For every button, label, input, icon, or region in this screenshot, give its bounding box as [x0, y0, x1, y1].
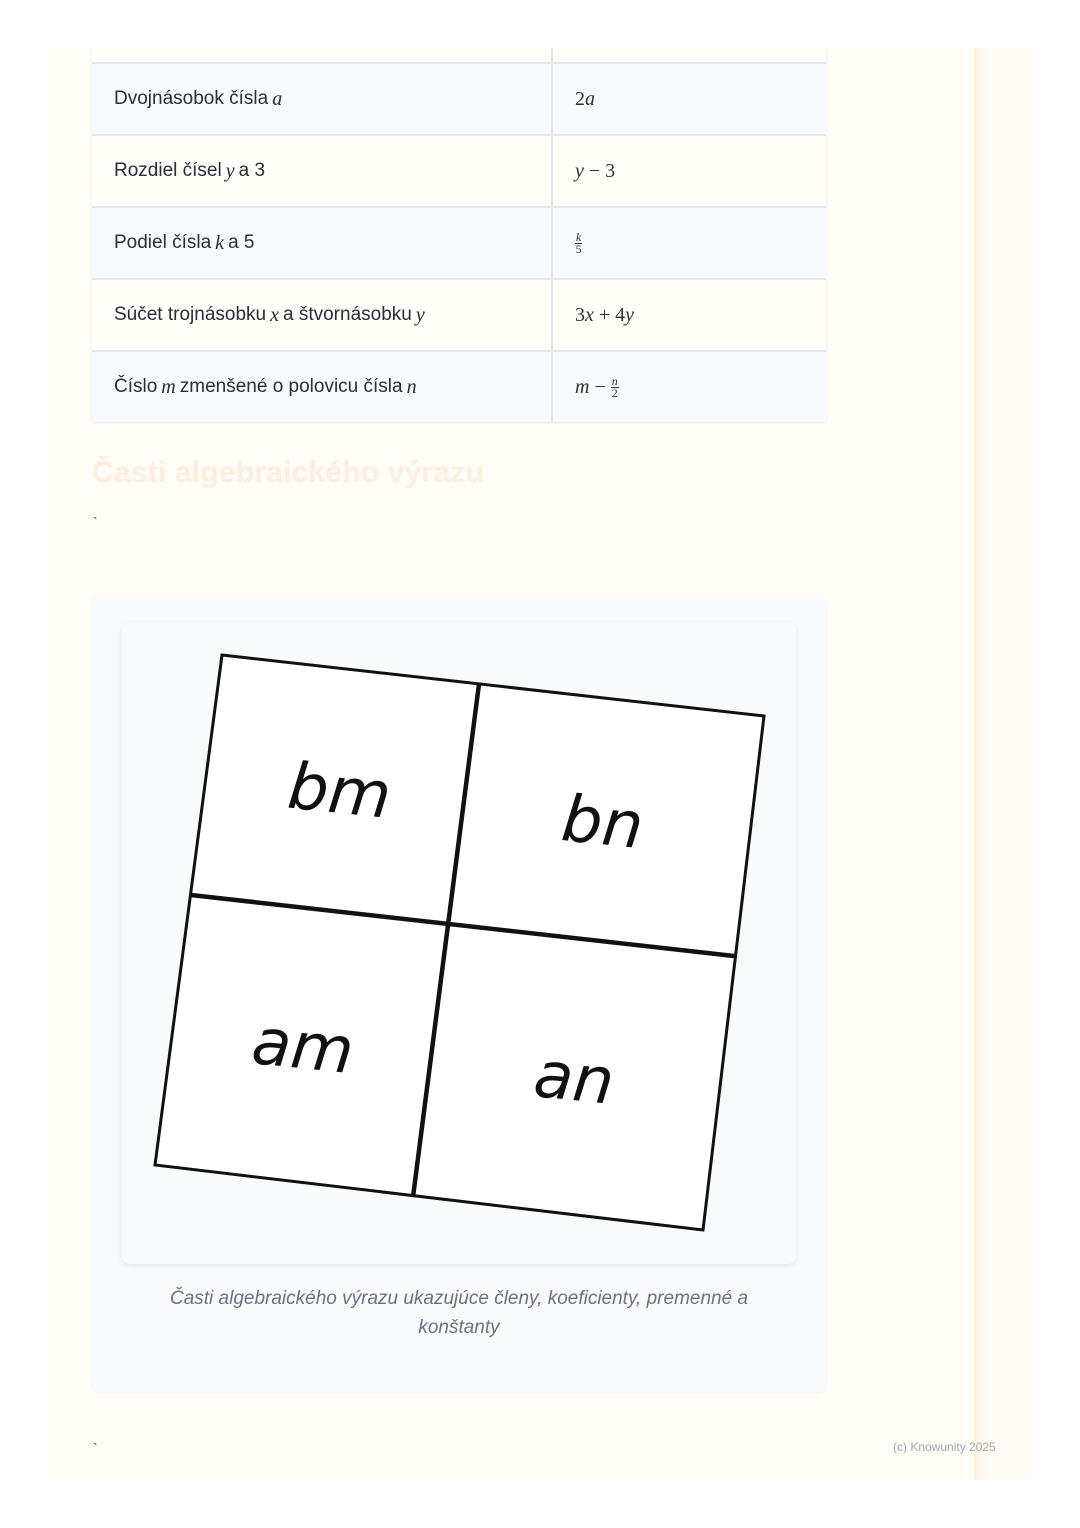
copyright-footer: (c) Knowunity 2025	[893, 1440, 996, 1454]
table-cell-description: Súčet trojnásobku x a štvornásobku y	[92, 280, 553, 350]
figure-image	[122, 622, 796, 1264]
table-cell-expression: y − 3	[575, 159, 616, 182]
table-row	[92, 62, 826, 134]
svg-text:an: an	[530, 1038, 618, 1120]
expression-table	[92, 48, 826, 422]
figure-card	[92, 594, 826, 1392]
table-row-partial	[92, 48, 826, 62]
table-row	[92, 134, 826, 206]
table-row	[92, 206, 826, 278]
svg-text:bm: bm	[284, 749, 395, 834]
table-row	[92, 278, 826, 350]
figure-caption: Časti algebraického výrazu ukazujúce členy, koeficienty, premenné a konštanty	[169, 1288, 749, 1338]
svg-text:am: am	[248, 1005, 358, 1090]
table-cell-expression	[553, 208, 826, 278]
section-heading: Časti algebraického výrazu	[92, 456, 485, 489]
fraction: $\frac{k}{5}$	[575, 229, 582, 256]
area-model-diagram	[122, 622, 796, 1264]
table-cell-expression: 3 x + 4 y	[575, 303, 635, 326]
page-edge-stripe	[974, 48, 988, 1480]
page-margin	[988, 48, 1032, 1480]
table-cell-description: Rozdiel čísel y a 3	[92, 136, 553, 206]
table-cell-expression: 2 a	[575, 87, 595, 110]
table-cell-description: Číslo m zmenšené o polovicu čísla n	[92, 352, 553, 422]
fraction: $\frac{n}{2}$	[611, 373, 618, 400]
svg-text:bn: bn	[558, 782, 647, 865]
table-cell-expression: m − $\frac{n}{2}$	[575, 373, 618, 400]
table-cell-description: Podiel čísla k a 5	[92, 208, 553, 278]
table-cell-description: Dvojnásobok čísla a	[92, 64, 553, 134]
stray-backtick: `	[93, 1440, 98, 1456]
table-row	[92, 350, 826, 422]
stray-backtick: `	[93, 514, 98, 530]
